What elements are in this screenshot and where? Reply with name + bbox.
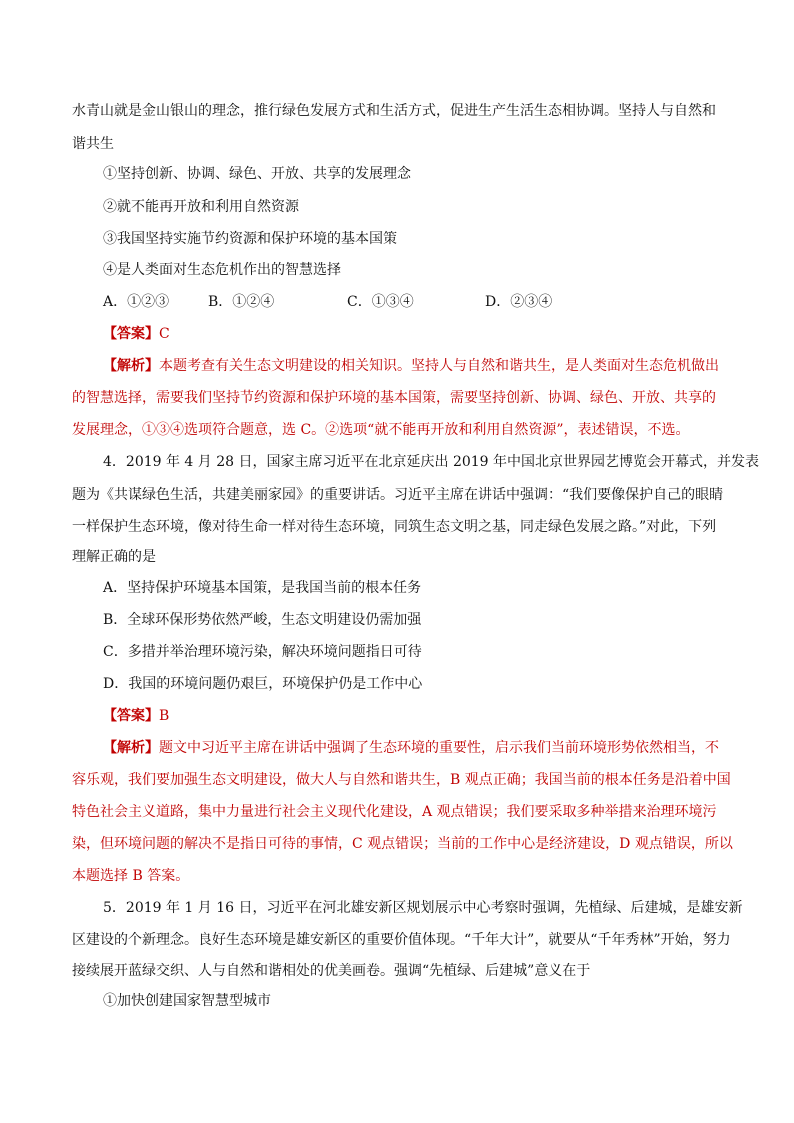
q5-item-1: ①加快创建国家智慧型城市 (103, 993, 271, 1009)
q5-stem-line-3: 接续展开蓝绿交织、人与自然和谐相处的优美画卷。强调“先植绿、后建城”意义在于 (72, 963, 591, 979)
q3-analysis-label: 【解析】 (103, 358, 159, 374)
q3-stem-line-2: 谐共生 (72, 136, 114, 152)
q4-analysis-line-5: 本题选择 B 答案。 (72, 868, 190, 884)
q3-stem-line-1: 水青山就是金山银山的理念，推行绿色发展方式和生活方式，促进生产生活生态相协调。坚持人与自然和 (72, 103, 716, 119)
q3-answer-label: 【答案】 (103, 326, 159, 342)
q4-answer-value: B (159, 708, 170, 724)
q3-option-a: A．①②③ (103, 294, 170, 310)
q4-option-d: D．我国的环境问题仍艰巨，环境保护仍是工作中心 (103, 676, 423, 692)
q4-option-c: C．多措并举治理环境污染，解决环境问题指日可待 (103, 644, 422, 660)
q3-answer (103, 324, 170, 344)
q3-item-2: ②就不能再开放和利用自然资源 (103, 199, 299, 215)
q3-item-4: ④是人类面对生态危机作出的智慧选择 (103, 262, 341, 278)
q4-analysis-text-1: 题文中习近平主席在讲话中强调了生态环境的重要性，启示我们当前环境形势依然相当，不 (159, 740, 719, 756)
q4-answer (103, 706, 169, 726)
q3-analysis-line-2: 的智慧选择，需要我们坚持节约资源和保护环境的基本国策，需要坚持创新、协调、绿色、开放、共享的 (72, 390, 716, 406)
q4-answer-label: 【答案】 (103, 708, 159, 724)
q4-analysis-line-1 (103, 738, 719, 758)
q4-analysis-label: 【解析】 (103, 740, 159, 756)
q4-option-b: B．全球环保形势依然严峻，生态文明建设仍需加强 (103, 612, 422, 628)
q4-stem-line-4: 理解正确的是 (72, 549, 156, 565)
q4-stem-line-3: 一样保护生态环境，像对待生命一样对待生态环境，同筑生态文明之基，同走绿色发展之路。”对此，下列 (72, 519, 717, 535)
q4-analysis-line-4: 染，但环境问题的解决不是指日可待的事情，C 观点错误；当前的工作中心是经济建设，D 观点错误，所以 (72, 836, 733, 852)
q3-analysis-line-1 (103, 356, 719, 376)
q3-item-1: ①坚持创新、协调、绿色、开放、共享的发展理念 (103, 166, 411, 182)
q3-item-3: ③我国坚持实施节约资源和保护环境的基本国策 (103, 231, 397, 247)
q4-stem-line-2: 题为《共谋绿色生活，共建美丽家园》的重要讲话。习近平主席在讲话中强调：“我们要像保护自己的眼睛 (72, 487, 724, 503)
q3-option-d: D．②③④ (485, 294, 553, 310)
q3-analysis-line-3: 发展理念，①③④选项符合题意，选 C。②选项“就不能再开放和利用自然资源”，表述错误，不选。 (72, 422, 690, 438)
q3-answer-value: C (159, 326, 170, 342)
q3-option-c: C．①③④ (347, 294, 414, 310)
q5-stem-line-1: 5．2019 年 1 月 16 日，习近平在河北雄安新区规划展示中心考察时强调，先植绿、后建城，是雄安新 (103, 900, 743, 916)
q3-option-b: B．①②④ (208, 294, 275, 310)
q3-analysis-text-1: 本题考查有关生态文明建设的相关知识。坚持人与自然和谐共生，是人类面对生态危机做出 (159, 358, 719, 374)
q5-stem-line-2: 区建设的个新理念。良好生态环境是雄安新区的重要价值体现。“千年大计”，就要从“千年秀林”开始，努力 (72, 932, 731, 948)
q4-analysis-line-3: 特色社会主义道路，集中力量进行社会主义现代化建设，A 观点错误；我们要采取多种举措来治理环境污 (72, 804, 717, 820)
q4-option-a: A．坚持保护环境基本国策，是我国当前的根本任务 (103, 580, 422, 596)
q4-analysis-line-2: 容乐观，我们要加强生态文明建设，做大人与自然和谐共生，B 观点正确；我国当前的根本任务是沿着中国 (72, 772, 731, 788)
q4-stem-line-1: 4．2019 年 4 月 28 日，国家主席习近平在北京延庆出 2019 年中国北京世界园艺博览会开幕式，并发表 (103, 454, 760, 470)
